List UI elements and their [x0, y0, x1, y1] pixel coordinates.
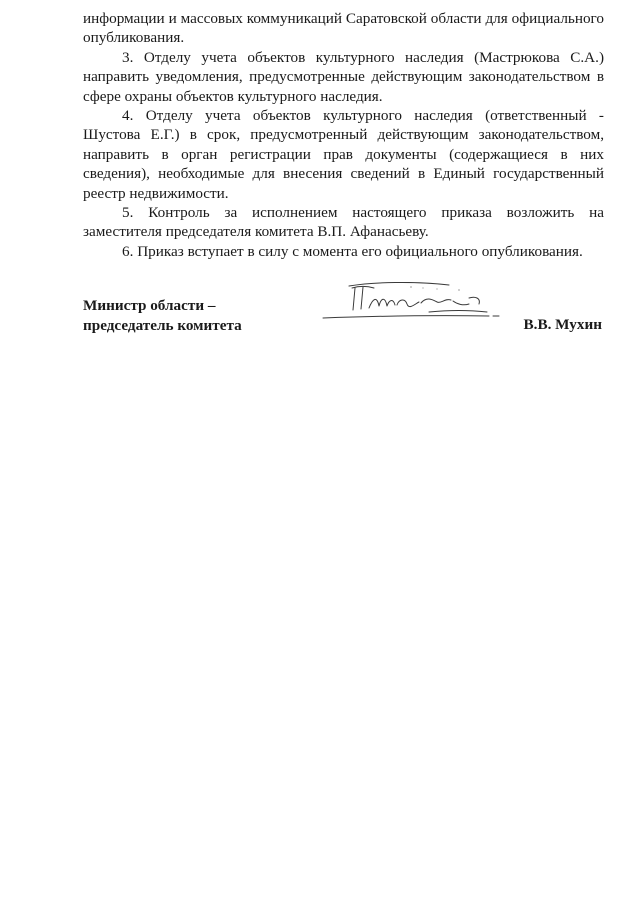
signatory-position-line2: председатель комитета [83, 317, 242, 334]
paragraph-item-6: 6. Приказ вступает в силу с момента его официального опубликования. [122, 242, 583, 260]
paragraph-item-5: 5. Контроль за исполнением настоящего приказа возложить на заместителя председателя комитета В.П. Афанасьеву. [83, 204, 604, 241]
signatory-position-line1: Министр области – [83, 297, 216, 314]
signature-block [83, 296, 604, 336]
paragraph-item-4: 4. Отделу учета объектов культурного наследия (ответственный - Шустова Е.Г.) в срок, предусмотренный действующим законодательством, направить в орган регистрации прав документы (содержащиеся в них сведения), необходимые для внесения сведений в Единый государственный реестр недвижимости. [83, 107, 604, 202]
signatory-name: В.В. Мухин [523, 316, 602, 333]
paragraph-item-3: 3. Отделу учета объектов культурного наследия (Мастрюкова С.А.) направить уведомления, предусмотренные действующим законодательством в сфере охраны объектов культурного наследия. [83, 48, 604, 105]
document-body [83, 9, 604, 261]
paragraph-continuation: информации и массовых коммуникаций Саратовской области для официального опубликования. [83, 10, 604, 47]
signatory-position [83, 296, 242, 336]
handwritten-signature [319, 282, 509, 326]
